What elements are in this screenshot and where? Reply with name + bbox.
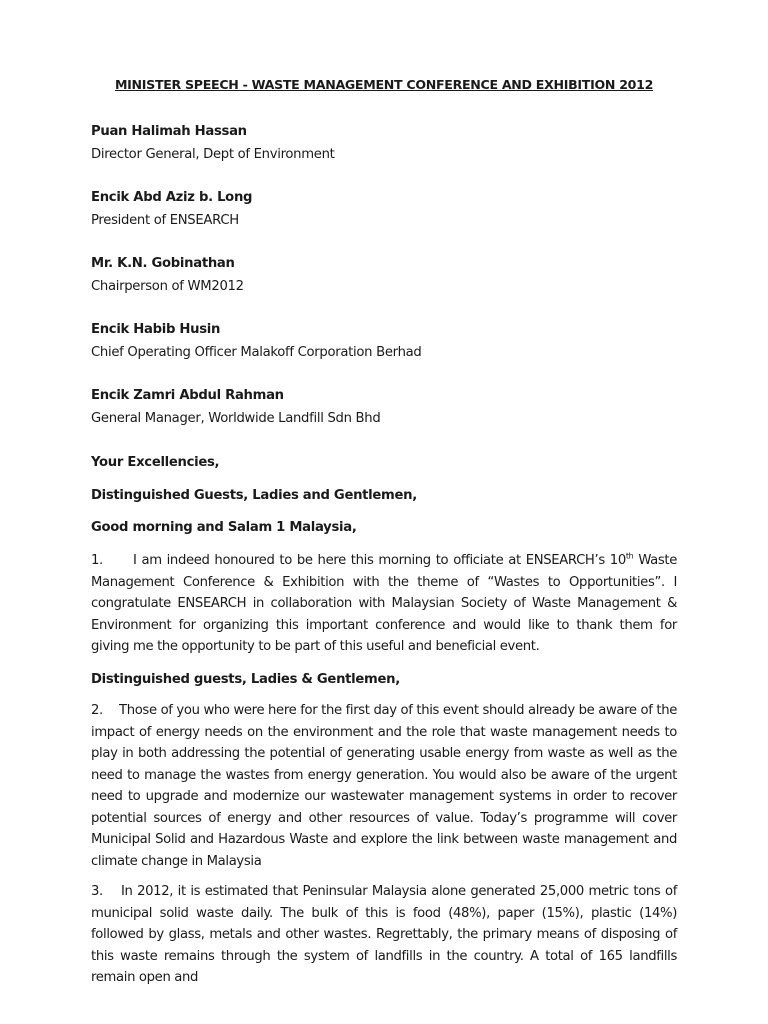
addressee-role: Chief Operating Officer Malakoff Corporation Berhad xyxy=(91,345,422,360)
addressee-name: Encik Abd Aziz b. Long xyxy=(91,190,253,205)
paragraph-text: I am indeed honoured to be here this morning to officiate at ENSEARCH’s 10 xyxy=(133,553,626,568)
addressee-5 xyxy=(91,384,380,430)
addressee-name: Encik Zamri Abdul Rahman xyxy=(91,388,284,403)
addressee-4 xyxy=(91,318,421,364)
addressee-role: General Manager, Worldwide Landfill Sdn Bhd xyxy=(91,411,381,426)
paragraph-number: 1. xyxy=(91,553,103,568)
ordinal-suffix: th xyxy=(625,551,634,561)
addressee-3 xyxy=(91,252,244,298)
addressee-2 xyxy=(91,186,252,232)
paragraph-1 xyxy=(91,550,677,658)
salutation-mid: Distinguished guests, Ladies & Gentlemen, xyxy=(91,672,400,687)
paragraph-number: 3. xyxy=(91,884,103,899)
salutation-excellencies: Your Excellencies, xyxy=(91,455,220,470)
paragraph-text: In 2012, it is estimated that Peninsular Malaysia alone generated 25,000 metric tons of municipal solid waste daily. The bulk of this is food (48%), paper (15%), plastic (14%) followed by glass, metals and other wastes. Regrettably, the primary means of disposing of this waste remains through the system of landfills in the country. A total of 165 landfills remain open and xyxy=(91,884,677,985)
addressee-name: Puan Halimah Hassan xyxy=(91,124,247,139)
addressee-role: Chairperson of WM2012 xyxy=(91,279,244,294)
paragraph-3 xyxy=(91,881,677,989)
salutation-guests: Distinguished Guests, Ladies and Gentlemen, xyxy=(91,488,417,503)
addressee-name: Mr. K.N. Gobinathan xyxy=(91,256,235,271)
addressee-role: Director General, Dept of Environment xyxy=(91,147,335,162)
paragraph-number: 2. xyxy=(91,703,103,718)
addressee-name: Encik Habib Husin xyxy=(91,322,221,337)
addressee-1 xyxy=(91,120,335,166)
paragraph-text: Those of you who were here for the first day of this event should already be aware of the impact of energy needs on the environment and the role that waste management needs to play in both addressing the potential of generating usable energy from waste as well as the need to manage the wastes from energy generation. You would also be aware of the urgent need to upgrade and modernize our wastewater management systems in order to recover potential sources of energy and other resources of value. Today’s programme will cover Municipal Solid and Hazardous Waste and explore the link between waste management and climate change in Malaysia xyxy=(91,703,677,869)
paragraph-text-cont: Waste Management Conference & Exhibition with the theme of “Wastes to Opportunities”. I congratulate ENSEARCH in collaboration with Malaysian Society of Waste Management & Environment for organizing this important conference and would like to thank them for giving me the opportunity to be part of this useful and beneficial event. xyxy=(91,553,677,654)
document-title: MINISTER SPEECH - WASTE MANAGEMENT CONFERENCE AND EXHIBITION 2012 xyxy=(114,77,654,92)
salutation-greeting: Good morning and Salam 1 Malaysia, xyxy=(91,520,357,535)
paragraph-2 xyxy=(91,700,677,872)
addressee-role: President of ENSEARCH xyxy=(91,213,239,228)
